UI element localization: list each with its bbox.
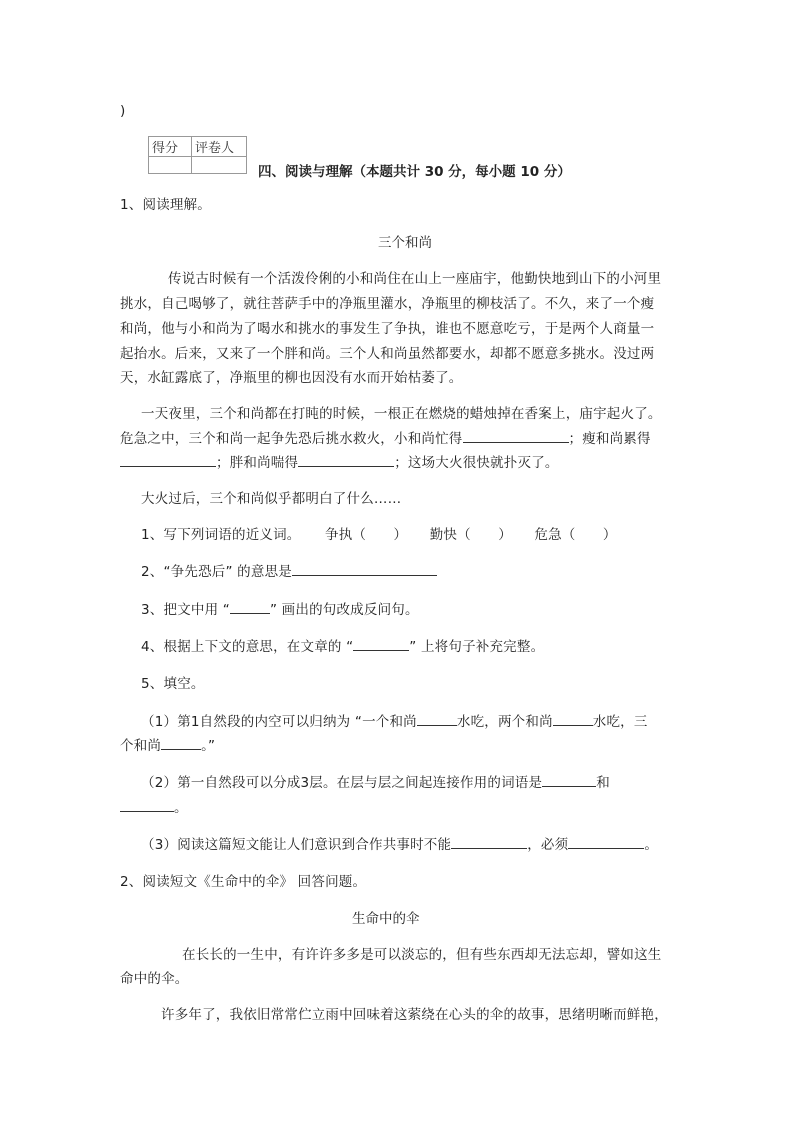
- q1-4-line: [141, 635, 544, 655]
- fill-2-text-a: （2）第一自然段可以分成3层。在层与层之间起连接作用的词语是: [141, 775, 543, 791]
- p2-line-3: [120, 451, 559, 471]
- p1-line-4: 起抬水。后来，又来了一个胖和尚。三个人和尚虽然都要水，却都不愿意多挑水。没过两: [120, 346, 655, 362]
- story-title-2: 生命中的伞: [352, 911, 420, 927]
- fill-1-line-2: [120, 734, 215, 754]
- blank-fill-1b[interactable]: [553, 712, 593, 726]
- fill-3-text-c: 。: [644, 837, 659, 853]
- q2-p2-line-1: 许多年了，我依旧常常伫立雨中回味着这萦绕在心头的伞的故事，思绪明晰而鲜艳，: [161, 1007, 668, 1023]
- q1-3-text-a: 3、把文中用 “: [141, 602, 230, 618]
- p1-line-3: 和尚，他与小和尚为了喝水和挑水的事发生了争执，谁也不愿意吃亏，于是两个人商量一: [120, 321, 655, 337]
- q1-5-label: 5、填空。: [141, 676, 205, 692]
- score-table-header-score: 得分: [149, 137, 192, 157]
- q2-p1-line-2: 命中的伞。: [120, 971, 189, 987]
- fill-3-text-b: ，必须: [527, 837, 569, 853]
- q1-1-line: [141, 523, 617, 543]
- p2-line-3-text-a: ；胖和尚喘得: [216, 455, 299, 471]
- fill-2-text-c: 。: [174, 800, 188, 816]
- blank-thin-monk[interactable]: [120, 453, 216, 467]
- q1-label: 1、阅读理解。: [120, 197, 211, 213]
- p2-line-2-text-a: 危急之中，三个和尚一起争先恐后挑水救火，小和尚忙得: [120, 431, 463, 447]
- fill-1-text-e: 。”: [201, 738, 216, 754]
- underline-mark-q1-3: [230, 600, 270, 614]
- fill-3-line: [141, 833, 658, 853]
- fill-1-text-b: 水吃，两个和尚: [456, 714, 553, 730]
- blank-fill-2b[interactable]: [120, 798, 174, 812]
- q1-3-line: [141, 598, 419, 618]
- q1-2-line: [141, 560, 437, 580]
- p3-line: 大火过后，三个和尚似乎都明白了什么……: [141, 491, 402, 507]
- blank-fill-3a[interactable]: [451, 835, 527, 849]
- blank-fat-monk[interactable]: [298, 453, 394, 467]
- q1-4-text-a: 4、根据上下文的意思，在文章的 “: [141, 639, 354, 655]
- q1-3-text-b: ” 画出的句改成反问句。: [269, 602, 419, 618]
- blank-small-monk[interactable]: [463, 429, 569, 443]
- score-table: [148, 136, 247, 174]
- q1-1-word-2: 勤快（ ）: [429, 527, 512, 543]
- blank-q1-2[interactable]: [292, 562, 437, 576]
- blank-fill-1c[interactable]: [161, 736, 201, 750]
- p1-line-1: 传说古时候有一个活泼伶俐的小和尚住在山上一座庙宇，他勤快地到山下的小河里: [168, 271, 662, 287]
- fill-1-text-d: 个和尚: [120, 738, 162, 754]
- q1-1-label: 1、写下列词语的近义词。: [141, 527, 301, 543]
- underline-mark-q1-4: [353, 637, 409, 651]
- score-cell: [149, 157, 192, 174]
- p1-line-5: 天，水缸露底了，净瓶里的柳也因没有水而开始枯萎了。: [120, 370, 463, 386]
- q1-4-text-b: ” 上将句子补充完整。: [409, 639, 545, 655]
- fill-2-line-2: [120, 796, 188, 816]
- p2-line-1: 一天夜里，三个和尚都在打盹的时候，一根正在燃烧的蜡烛掉在香案上，庙宇起火了。: [141, 406, 662, 422]
- blank-fill-2a[interactable]: [542, 773, 596, 787]
- blank-fill-3b[interactable]: [568, 835, 644, 849]
- p2-line-3-text-b: ；这场大火很快就扑灭了。: [394, 455, 559, 471]
- fill-1-text-c: 水吃，三: [592, 714, 648, 730]
- q1-1-word-1: 争执（ ）: [325, 527, 408, 543]
- p1-line-2: 挑水，自己喝够了，就往菩萨手中的净瓶里灌水，净瓶里的柳枝活了。不久，来了一个瘦: [120, 296, 655, 312]
- q2-label: 2、阅读短文《生命中的伞》 回答问题。: [120, 874, 367, 890]
- fill-1-line-1: [141, 710, 648, 730]
- fill-3-text-a: （3）阅读这篇短文能让人们意识到合作共事时不能: [141, 837, 452, 853]
- grader-cell: [192, 157, 247, 174]
- fill-2-text-b: 和: [596, 775, 610, 791]
- p2-line-2-text-b: ；瘦和尚累得: [568, 431, 651, 447]
- q1-2-text: 2、“争先恐后” 的意思是: [141, 564, 292, 580]
- fill-1-text-a: （1）第1自然段的内空可以归纳为 “一个和尚: [141, 714, 417, 730]
- blank-fill-1a[interactable]: [417, 712, 457, 726]
- section-title: 四、阅读与理解（本题共计 30 分，每小题 10 分）: [258, 164, 571, 180]
- top-paren: ): [120, 103, 126, 119]
- q2-p1-line-1: 在长长的一生中，有许许多多是可以淡忘的，但有些东西却无法忘却，譬如这生: [182, 947, 662, 963]
- q1-1-word-3: 危急（ ）: [534, 527, 617, 543]
- p2-line-2: [120, 427, 651, 447]
- score-table-header-grader: 评卷人: [192, 137, 247, 157]
- story-title-1: 三个和尚: [378, 235, 432, 251]
- fill-2-line-1: [141, 771, 610, 791]
